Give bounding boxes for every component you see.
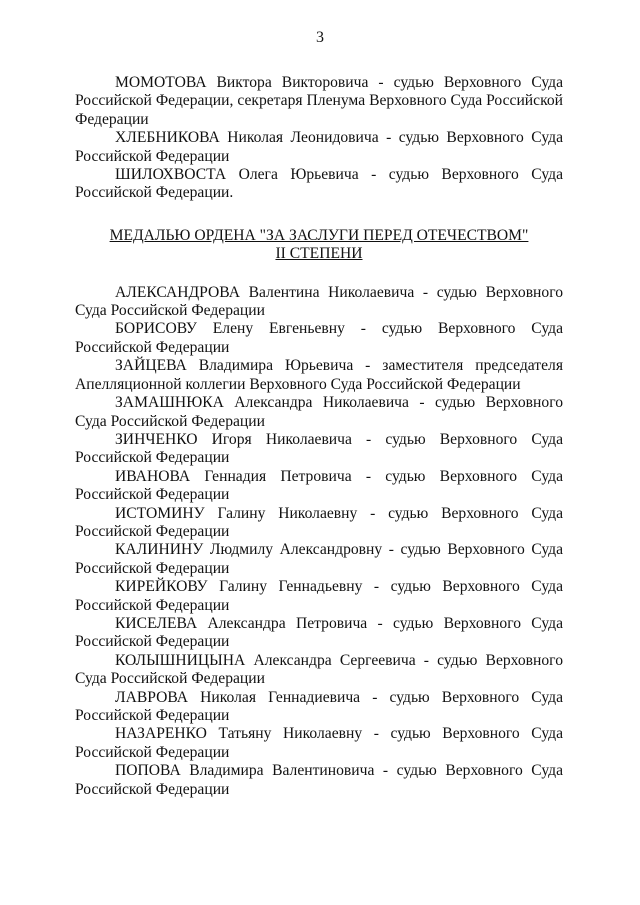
list-item: КАЛИНИНУ Людмилу Александровну - судью Верховного Суда Российской Федерации [75,541,563,577]
list-item: МОМОТОВА Виктора Викторовича - судью Верховного Суда Российской Федерации, секретаря Пленума Верховного Суда Российской Федерации [75,74,563,128]
medal-entry-list [75,284,563,799]
list-item: ЗИНЧЕНКО Игоря Николаевича - судью Верховного Суда Российской Федерации [75,430,563,467]
section-heading-line-1: МЕДАЛЬЮ ОРДЕНА "ЗА ЗАСЛУГИ ПЕРЕД ОТЕЧЕСТВОМ" [109,226,529,244]
list-item: БОРИСОВУ Елену Евгеньевну - судью Верховного Суда Российской Федерации [75,320,563,356]
list-item: КОЛЫШНИЦЫНА Александра Сергеевича - судью Верховного Суда Российской Федерации [75,651,563,688]
list-item: КИРЕЙКОВУ Галину Геннадьевну - судью Верховного Суда Российской Федерации [75,578,563,614]
list-item: ПОПОВА Владимира Валентиновича - судью Верховного Суда Российской Федерации [75,762,563,798]
list-item: ИСТОМИНУ Галину Николаевну - судью Верховного Суда Российской Федерации [75,504,563,540]
list-item: ИВАНОВА Геннадия Петровича - судью Верховного Суда Российской Федерации [75,467,563,504]
section-heading [75,227,563,264]
list-item: НАЗАРЕНКО Татьяну Николаевну - судью Верховного Суда Российской Федерации [75,725,563,761]
list-item: АЛЕКСАНДРОВА Валентина Николаевича - судью Верховного Суда Российской Федерации [75,283,563,320]
page-number: 3 [316,29,324,46]
top-entry-list [75,74,563,203]
list-item: ХЛЕБНИКОВА Николая Леонидовича - судью Верховного Суда Российской Федерации [75,129,563,165]
list-item: ШИЛОХВОСТА Олега Юрьевича - судью Верховного Суда Российской Федерации. [75,166,563,202]
document-body [75,74,563,799]
list-item: ЗАЙЦЕВА Владимира Юрьевича - заместителя председателя Апелляционной коллегии Верховного Суда Российской Федерации [75,357,563,393]
list-item: ЛАВРОВА Николая Геннадиевича - судью Верховного Суда Российской Федерации [75,688,563,724]
section-heading-line-2: II СТЕПЕНИ [275,245,363,263]
list-item: ЗАМАШНЮКА Александра Николаевича - судью Верховного Суда Российской Федерации [75,394,563,430]
list-item: КИСЕЛЕВА Александра Петровича - судью Верховного Суда Российской Федерации [75,614,563,651]
